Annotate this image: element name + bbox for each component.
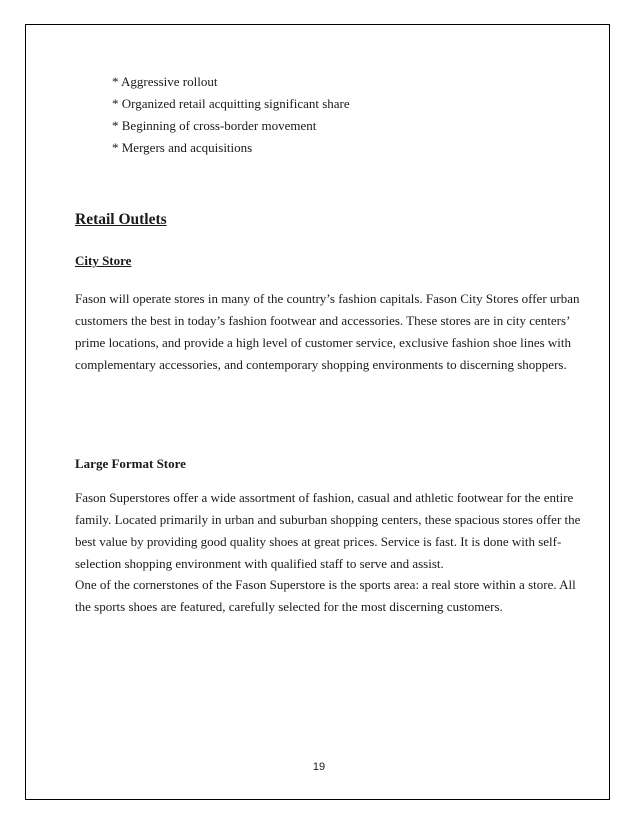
bullet-item: * Organized retail acquitting significant share <box>112 96 350 111</box>
paragraph-line: prime locations, and provide a high level of customer service, exclusive fashion shoe lines with <box>75 335 572 350</box>
bullet-item: * Mergers and acquisitions <box>112 140 253 155</box>
city-store-paragraph <box>75 288 580 376</box>
large-format-store-paragraph <box>75 487 581 575</box>
sub-heading-city-store: City Store <box>75 253 132 268</box>
sports-area-paragraph <box>75 574 575 618</box>
section-heading-retail-outlets: Retail Outlets <box>75 211 167 228</box>
paragraph-line: Fason Superstores offer a wide assortment of fashion, casual and athletic footwear for the entire <box>75 490 574 505</box>
paragraph-line: best value by providing good quality shoes at great prices. Service is fast. It is done with self- <box>75 534 562 549</box>
bullet-item: * Aggressive rollout <box>112 74 218 89</box>
paragraph-line: the sports shoes are featured, carefully selected for the most discerning customers. <box>75 599 503 614</box>
paragraph-line: family. Located primarily in urban and suburban shopping centers, these spacious stores offer the <box>75 512 581 527</box>
page-number: 19 <box>312 761 326 773</box>
paragraph-line: selection shopping environment with qualified staff to serve and assist. <box>75 556 444 571</box>
paragraph-line: customers the best in today’s fashion footwear and accessories. These stores are in city centers’ <box>75 313 571 328</box>
paragraph-line: One of the cornerstones of the Fason Superstore is the sports area: a real store within a store. All <box>75 577 576 592</box>
paragraph-line: complementary accessories, and contemporary shopping environments to discerning shoppers. <box>75 357 567 372</box>
paragraph-line: Fason will operate stores in many of the country’s fashion capitals. Fason City Stores offer urban <box>75 291 580 306</box>
bullet-item: * Beginning of cross-border movement <box>112 118 317 133</box>
bullet-list <box>112 73 350 161</box>
sub-heading-large-format-store: Large Format Store <box>75 456 186 471</box>
